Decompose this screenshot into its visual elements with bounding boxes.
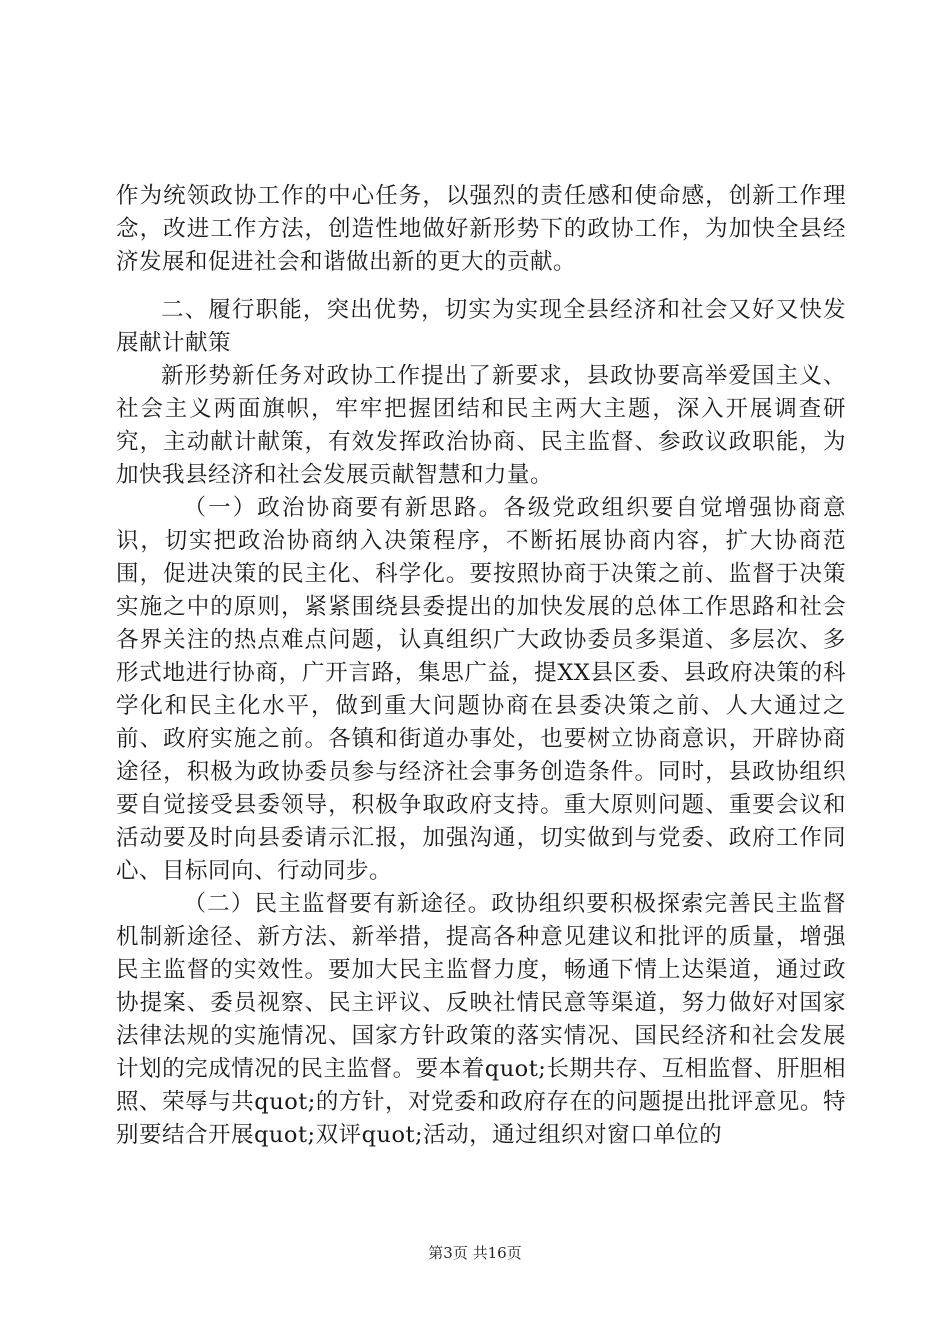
- paragraph-continuation: 作为统领政协工作的中心任务，以强烈的责任感和使命感，创新工作理念，改进工作方法，创造性地做好新形势下的政协工作，为加快全县经济发展和促进社会和谐做出新的更大的贡献。: [116, 183, 846, 275]
- page-footer: 第3页 共16页: [428, 1244, 522, 1262]
- paragraph-intro: 新形势新任务对政协工作提出了新要求，县政协要高举爱国主义、社会主义两面旗帜，牢牢把握团结和民主两大主题，深入开展调查研究，主动献计献策，有效发挥政治协商、民主监督、参政议政职能，为加快我县经济和社会发展贡献智慧和力量。: [116, 363, 846, 488]
- paragraph-block-top: [116, 180, 846, 279]
- section-heading: 二、履行职能，突出优势，切实为实现全县经济和社会又好又快发展献计献策: [116, 297, 846, 356]
- paragraph-political-consultation: （一）政治协商要有新思路。各级党政组织要自觉增强协商意识，切实把政治协商纳入决策程序，不断拓展协商内容，扩大协商范围，促进决策的民主化、科学化。要按照协商于决策之前、监督于决策实施之中的原则，紧紧围绕县委提出的加快发展的总体工作思路和社会各界关注的热点难点问题，认真组织广大政协委员多渠道、多层次、多形式地进行协商，广开言路，集思广益，提XX县区委、县政府决策的科学化和民主化水平，做到重大问题协商在县委决策之前、人大通过之前、政府实施之前。各镇和街道办事处，也要树立协商意识，开辟协商途径，积极为政协委员参与经济社会事务创造条件。同时，县政协组织要自觉接受县委领导，积极争取政府支持。重大原则问题、重要会议和活动要及时向县委请示汇报，加强沟通，切实做到与党委、政府工作同心、目标同向、行动同步。: [116, 495, 846, 884]
- paragraph-democratic-supervision: （二）民主监督要有新途径。政协组织要积极探索完善民主监督机制新途径、新方法、新举措，提高各种意见建议和批评的质量，增强民主监督的实效性。要加大民主监督力度，畅通下情上达渠道，通过政协提案、委员视察、民主评议、反映社情民意等渠道，努力做好对国家法律法规的实施情况、国家方针政策的落实情况、国民经济和社会发展计划的完成情况的民主监督。要本着quot;长期共存、互相监督、肝胆相照、荣辱与共quot;的方针，对党委和政府存在的问题提出批评意见。特别要结合开展quot;双评quot;活动，通过组织对窗口单位的: [116, 891, 846, 1148]
- paragraph-block-main: [116, 294, 846, 1152]
